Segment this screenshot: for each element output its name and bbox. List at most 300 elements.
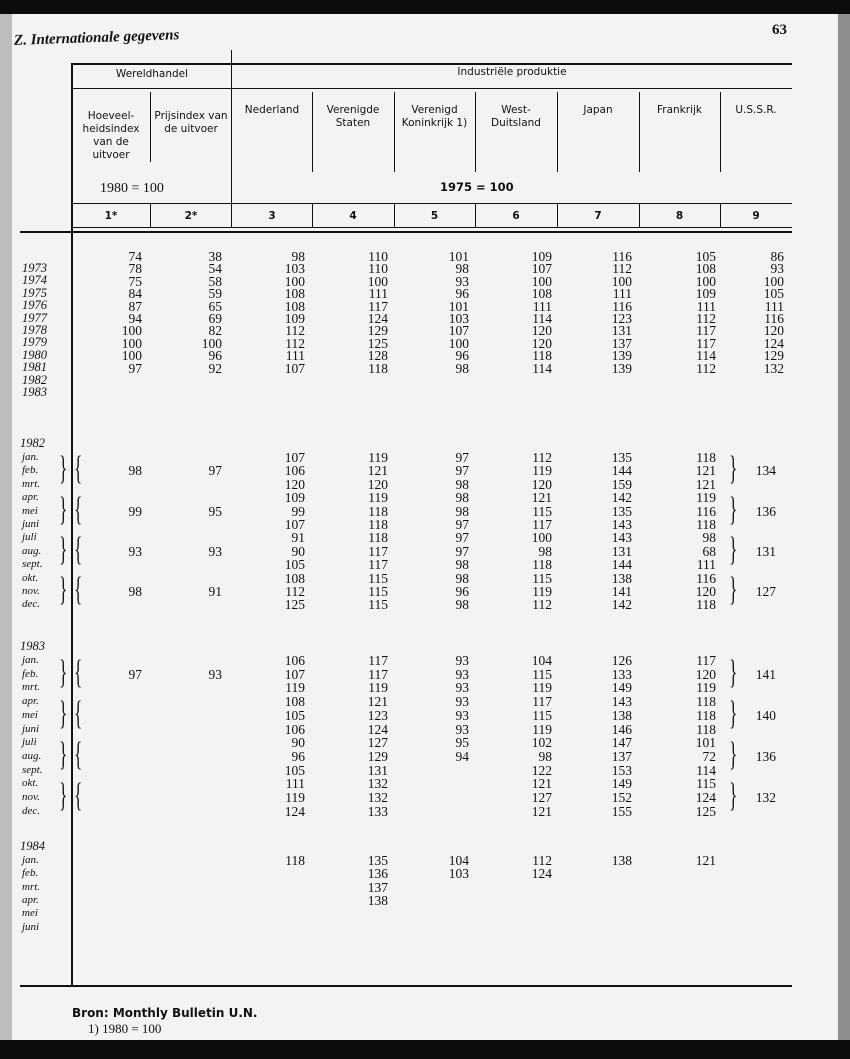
column-header: Verenigd Koninkrijk 1): [401, 104, 468, 129]
month-label: jan.: [22, 854, 39, 866]
rule-colnums-bottom: [72, 227, 792, 228]
table-cell: 59: [208, 286, 222, 302]
table-cell: 103: [448, 866, 469, 882]
month-label: mei: [22, 708, 38, 721]
table-cell: 75: [128, 273, 142, 289]
table-cell: 105: [695, 249, 716, 264]
base-year-world: 1980 = 100: [100, 181, 164, 196]
month-label: sept.: [22, 558, 43, 571]
table-cell: 115: [368, 570, 388, 586]
table-cell: 120: [531, 323, 552, 339]
column-header: Nederland: [244, 104, 300, 116]
table-cell: 115: [368, 584, 388, 599]
quarter-cell: 97: [128, 666, 142, 682]
table-cell: 129: [367, 323, 388, 339]
table-cell: 129: [763, 348, 784, 364]
table-cell: 143: [611, 694, 632, 710]
page-title: Z. Internationale gegevens: [13, 27, 180, 49]
column-header: Hoeveel-heidsindex van de uitvoer: [82, 110, 140, 161]
rule-colnums-top: [72, 203, 792, 204]
table-cell: 98: [455, 597, 469, 613]
table-cell: 126: [611, 653, 632, 668]
table-cell: 118: [696, 450, 716, 465]
header-wereldhandel: Wereldhandel: [115, 68, 189, 80]
month-label: juli: [22, 531, 37, 544]
table-cell: 120: [695, 584, 716, 599]
table-cell: 97: [128, 360, 142, 376]
table-cell: 98: [455, 476, 469, 492]
table-cell: 119: [368, 450, 388, 465]
table-cell: 121: [367, 694, 388, 710]
column-number: 8: [675, 210, 684, 222]
table-cell: 117: [368, 557, 388, 573]
table-cell: 141: [611, 584, 632, 599]
table-cell: 101: [695, 735, 716, 751]
table-cell: 93: [455, 694, 469, 710]
table-cell: 144: [611, 463, 632, 479]
table-cell: 115: [532, 666, 552, 682]
table-cell: 114: [532, 360, 552, 376]
month-label: aug.: [22, 544, 42, 557]
table-cell: 137: [611, 335, 632, 351]
table-cell: 121: [695, 476, 716, 492]
column-header: Japan: [583, 104, 613, 116]
table-cell: 119: [532, 680, 552, 696]
table-cell: 100: [448, 335, 469, 351]
table-cell: 131: [611, 543, 632, 559]
month-label: feb.: [22, 667, 39, 680]
year-label: 1983: [22, 385, 47, 399]
table-cell: 121: [531, 776, 552, 792]
table-cell: 108: [695, 261, 716, 277]
table-cell: 97: [455, 530, 469, 546]
year-label: 1977: [22, 310, 47, 325]
brace-icon: {: [74, 777, 83, 814]
table-cell: 115: [368, 597, 388, 613]
table-cell: 147: [611, 735, 632, 751]
table-cell: 120: [531, 476, 552, 492]
table-cell: 107: [448, 323, 469, 339]
column-header: West-Duitsland: [491, 104, 541, 129]
month-label: feb.: [22, 464, 39, 477]
table-cell: 135: [611, 450, 632, 465]
table-cell: 142: [611, 597, 632, 613]
month-label: apr.: [22, 491, 39, 504]
table-cell: 149: [611, 776, 632, 792]
page-number: 63: [772, 22, 787, 38]
column-number: 3: [268, 210, 276, 222]
table-cell: 120: [284, 476, 305, 492]
table-cell: 119: [532, 584, 552, 599]
table-cell: 98: [538, 543, 552, 559]
table-cell: 111: [285, 348, 305, 364]
table-cell: 116: [696, 503, 716, 519]
table-cell: 118: [532, 348, 552, 364]
table-cell: 143: [611, 517, 632, 532]
table-cell: 119: [696, 490, 716, 506]
quarter-cell: 95: [208, 503, 222, 519]
year-label: 1981: [22, 360, 47, 375]
table-cell: 93: [455, 666, 469, 682]
table-cell: 98: [455, 557, 469, 573]
table-cell: 110: [368, 261, 388, 277]
table-cell: 116: [612, 249, 632, 264]
table-cell: 115: [532, 570, 552, 586]
column-header: Prijsindex van de uitvoer: [154, 110, 228, 135]
table-cell: 93: [455, 707, 469, 723]
table-cell: 119: [285, 680, 305, 696]
table-cell: 149: [611, 680, 632, 696]
table-cell: 138: [367, 892, 388, 908]
brace-icon: }: [59, 735, 68, 773]
table-cell: 102: [531, 735, 552, 751]
rule-top: [72, 63, 792, 65]
table-cell: 119: [368, 680, 388, 696]
table-cell: 74: [128, 249, 142, 264]
table-cell: 111: [532, 298, 552, 314]
year-label: 1979: [22, 335, 47, 350]
table-cell: 106: [284, 653, 305, 668]
table-cell: 121: [695, 463, 716, 479]
table-cell: 159: [611, 476, 632, 492]
month-label: mrt.: [22, 880, 41, 893]
table-cell: 68: [702, 543, 716, 559]
year-label: 1982: [22, 372, 47, 387]
table-cell: 97: [455, 463, 469, 479]
table-cell: 124: [763, 335, 784, 351]
table-cell: 91: [291, 530, 305, 546]
year-label: 1976: [22, 298, 47, 313]
table-cell: 98: [455, 490, 469, 506]
month-label: mei: [22, 504, 38, 517]
table-cell: 119: [532, 463, 552, 479]
month-label: mrt.: [22, 681, 41, 694]
brace-icon: {: [74, 735, 83, 773]
footnote: 1) 1980 = 100: [88, 1021, 162, 1036]
table-cell: 133: [367, 803, 388, 819]
table-cell: 152: [611, 790, 632, 805]
brace-icon: }: [59, 571, 68, 608]
quarter-cell: 136: [755, 748, 776, 764]
table-cell: 124: [531, 866, 552, 882]
table-cell: 128: [367, 348, 388, 364]
month-label: mrt.: [22, 477, 41, 490]
quarter-cell: 134: [755, 463, 776, 479]
table-cell: 110: [368, 249, 388, 264]
table-cell: 112: [612, 261, 632, 277]
table-cell: 118: [368, 517, 388, 532]
table-cell: 108: [284, 298, 305, 314]
table-cell: 100: [201, 335, 222, 351]
table-cell: 138: [611, 707, 632, 723]
month-label: juni: [22, 920, 40, 933]
quarter-cell: 132: [755, 790, 776, 805]
table-cell: 105: [763, 286, 784, 302]
table-cell: 105: [284, 762, 305, 778]
table-cell: 139: [611, 360, 632, 376]
table-cell: 139: [611, 348, 632, 364]
month-label: apr.: [22, 893, 39, 906]
brace-icon: }: [729, 735, 738, 773]
table-cell: 124: [284, 803, 305, 819]
table-cell: 99: [291, 503, 305, 519]
table-cell: 98: [455, 360, 469, 376]
brace-icon: }: [729, 777, 738, 814]
table-cell: 100: [121, 335, 142, 351]
month-label: jan.: [22, 654, 39, 666]
table-cell: 117: [368, 543, 388, 559]
table-cell: 131: [367, 762, 388, 778]
table-cell: 125: [284, 597, 305, 613]
table-cell: 112: [532, 450, 552, 465]
table-cell: 118: [368, 503, 388, 519]
column-divider: [150, 92, 151, 162]
table-cell: 120: [531, 335, 552, 351]
table-cell: 136: [367, 866, 388, 882]
table-cell: 121: [695, 853, 716, 868]
table-cell: 103: [448, 311, 469, 326]
table-cell: 98: [455, 503, 469, 519]
table-cell: 105: [284, 707, 305, 723]
year-label: 1983: [20, 639, 45, 653]
table-cell: 97: [455, 517, 469, 532]
month-label: dec.: [22, 598, 41, 611]
brace-icon: {: [74, 450, 83, 488]
table-cell: 94: [455, 748, 469, 764]
table-cell: 97: [455, 543, 469, 559]
column-number: 4: [349, 210, 357, 222]
month-label: sept.: [22, 763, 43, 776]
table-cell: 115: [532, 503, 552, 519]
year-label: 1978: [22, 323, 47, 337]
table-cell: 125: [695, 803, 716, 819]
table-cell: 112: [532, 853, 552, 868]
brace-icon: }: [59, 490, 68, 528]
column-divider: [394, 92, 395, 172]
table-cell: 119: [285, 790, 305, 805]
table-cell: 118: [696, 694, 716, 710]
table-cell: 65: [208, 298, 222, 314]
table-cell: 131: [611, 323, 632, 339]
brace-icon: {: [74, 530, 83, 568]
table-cell: 107: [284, 450, 305, 465]
brace-icon: }: [59, 777, 68, 814]
table-cell: 90: [291, 543, 305, 559]
year-label: 1975: [22, 285, 47, 300]
brace-icon: }: [59, 694, 68, 732]
table-cell: 107: [284, 666, 305, 682]
brace-icon: {: [74, 490, 83, 528]
table-cell: 112: [285, 584, 305, 599]
quarter-cell: 141: [755, 666, 776, 682]
table-cell: 111: [285, 776, 305, 792]
table-cell: 109: [531, 249, 552, 264]
table-cell: 111: [368, 286, 388, 302]
table-cell: 132: [367, 790, 388, 805]
month-label: juni: [22, 722, 40, 735]
column-header: Frankrijk: [657, 104, 702, 116]
table-cell: 86: [770, 249, 784, 264]
table-cell: 129: [367, 748, 388, 764]
column-divider: [557, 92, 558, 172]
table-cell: 100: [531, 530, 552, 546]
table-cell: 100: [284, 273, 305, 289]
table-cell: 114: [696, 762, 716, 778]
table-cell: 125: [367, 335, 388, 351]
table-cell: 137: [367, 879, 388, 895]
table-cell: 72: [702, 748, 716, 764]
table-cell: 100: [121, 348, 142, 364]
year-label: 1974: [22, 273, 47, 288]
brace-icon: {: [74, 694, 83, 732]
table-cell: 142: [611, 490, 632, 506]
quarter-cell: 93: [208, 666, 222, 682]
table-cell: 100: [531, 273, 552, 289]
table-cell: 116: [696, 570, 716, 586]
table-cell: 143: [611, 530, 632, 546]
table-cell: 112: [285, 323, 305, 339]
month-label: aug.: [22, 749, 42, 762]
brace-icon: }: [729, 653, 738, 691]
scan-border-bottom: [0, 1040, 850, 1059]
table-cell: 95: [455, 735, 469, 751]
table-cell: 114: [532, 311, 552, 326]
table-cell: 114: [696, 348, 716, 364]
table-cell: 96: [291, 748, 305, 764]
table-cell: 90: [291, 735, 305, 751]
table-cell: 100: [695, 273, 716, 289]
table-cell: 107: [531, 261, 552, 277]
table-cell: 135: [611, 503, 632, 519]
table-cell: 132: [367, 776, 388, 792]
month-label: jan.: [22, 451, 39, 463]
brace-icon: }: [729, 490, 738, 528]
quarter-cell: 97: [208, 463, 222, 479]
column-header: U.S.S.R.: [735, 104, 777, 116]
base-year-industrial: 1975 = 100: [440, 180, 514, 194]
column-divider: [639, 92, 640, 172]
table-cell: 117: [696, 335, 716, 351]
table-cell: 108: [531, 286, 552, 302]
table-cell: 109: [695, 286, 716, 302]
table-cell: 112: [532, 597, 552, 613]
brace-icon: }: [729, 450, 738, 488]
column-number: 6: [512, 210, 520, 222]
table-cell: 97: [455, 450, 469, 465]
table-cell: 112: [696, 360, 716, 376]
table-cell: 120: [763, 323, 784, 339]
column-divider: [312, 92, 313, 172]
table-cell: 106: [284, 721, 305, 737]
quarter-cell: 98: [128, 463, 142, 479]
month-label: dec.: [22, 804, 41, 817]
brace-icon: }: [59, 530, 68, 568]
rule-body-top: [20, 231, 792, 233]
table-cell: 121: [367, 463, 388, 479]
table-cell: 108: [284, 286, 305, 302]
table-cell: 116: [612, 298, 632, 314]
table-cell: 117: [532, 694, 552, 710]
table-cell: 98: [702, 530, 716, 546]
table-cell: 117: [368, 298, 388, 314]
table-cell: 84: [128, 286, 142, 302]
table-cell: 98: [538, 748, 552, 764]
scan-border-top: [0, 0, 850, 14]
table-cell: 153: [611, 762, 632, 778]
table-cell: 122: [531, 762, 552, 778]
column-divider: [720, 92, 721, 172]
table-cell: 127: [367, 735, 388, 751]
month-label: feb.: [22, 867, 39, 880]
table-cell: 54: [208, 261, 222, 277]
table-cell: 117: [532, 517, 552, 532]
header-industriele-produktie: Industriële produktie: [457, 66, 567, 78]
month-label: juli: [22, 736, 37, 749]
table-cell: 104: [448, 853, 469, 868]
table-cell: 132: [763, 360, 784, 376]
table-cell: 120: [367, 476, 388, 492]
column-divider: [475, 92, 476, 172]
table-cell: 96: [455, 286, 469, 302]
table-cell: 100: [611, 273, 632, 289]
column-number: 5: [430, 210, 439, 222]
table-cell: 111: [764, 298, 784, 314]
table-cell: 118: [532, 557, 552, 573]
brace-icon: }: [59, 450, 68, 488]
table-cell: 105: [284, 557, 305, 573]
table-cell: 115: [532, 707, 552, 723]
table-cell: 98: [455, 261, 469, 277]
table-cell: 115: [696, 776, 716, 792]
table-cell: 112: [696, 311, 716, 326]
table-cell: 144: [611, 557, 632, 573]
brace-icon: }: [59, 653, 68, 691]
table-cell: 116: [764, 311, 784, 326]
column-number: 7: [594, 210, 602, 222]
column-header: Verenigde Staten: [326, 104, 380, 129]
table-cell: 118: [368, 360, 388, 376]
table-cell: 111: [696, 557, 716, 573]
table-cell: 138: [611, 570, 632, 586]
table-cell: 69: [208, 311, 222, 326]
year-label: 1973: [22, 261, 47, 275]
table-cell: 123: [367, 707, 388, 723]
brace-icon: {: [74, 653, 83, 691]
brace-icon: }: [729, 530, 738, 568]
table-cell: 111: [612, 286, 632, 302]
table-cell: 121: [531, 490, 552, 506]
table-cell: 127: [531, 790, 552, 805]
month-label: okt.: [22, 777, 39, 790]
table-cell: 78: [128, 261, 142, 277]
source-note: Bron: Monthly Bulletin U.N.: [72, 1006, 258, 1020]
brace-icon: }: [729, 571, 738, 608]
table-cell: 155: [611, 803, 632, 819]
table-cell: 82: [208, 323, 222, 339]
quarter-cell: 127: [755, 584, 776, 599]
table-cell: 100: [121, 323, 142, 339]
table-cell: 135: [367, 853, 388, 868]
rule-bottom: [20, 985, 792, 987]
page-edge: [838, 14, 850, 1040]
table-cell: 93: [455, 721, 469, 737]
table-cell: 111: [696, 298, 716, 314]
table-cell: 101: [448, 249, 469, 264]
table-cell: 96: [455, 348, 469, 364]
month-label: mei: [22, 907, 38, 920]
rule-group: [72, 88, 792, 89]
quarter-cell: 131: [755, 543, 776, 559]
